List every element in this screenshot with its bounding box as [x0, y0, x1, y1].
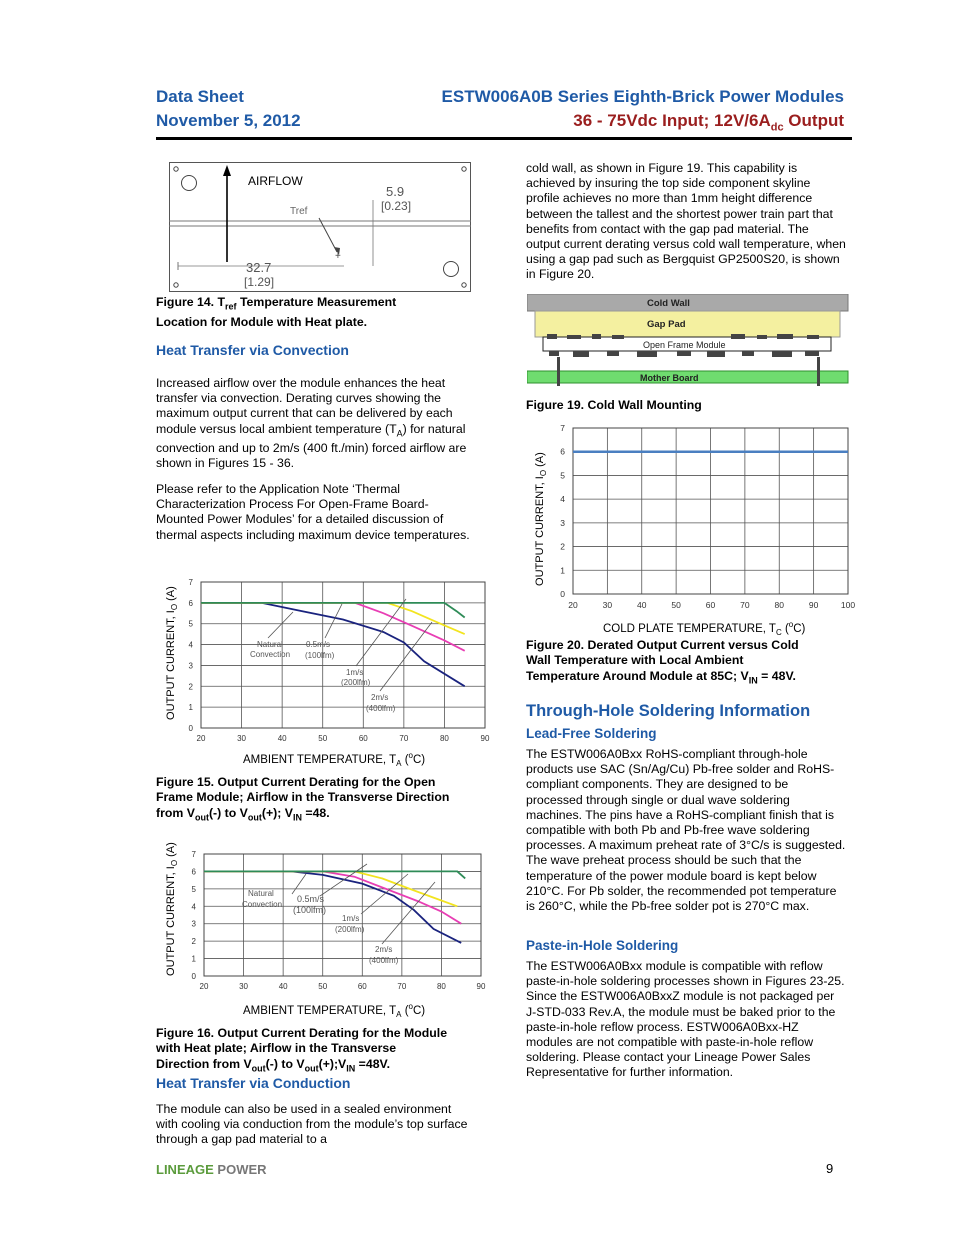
header-product-title: ESTW006A0B Series Eighth-Brick Power Modules — [441, 87, 844, 106]
fig16-xtick: 80 — [436, 982, 446, 991]
fig20-xtick: 30 — [602, 600, 613, 610]
fig20-caption: Figure 20. Derated Output Current versus Cold Wall Temperature with Local Ambient Temperature Around Module at 85C; $V_{IN} = 48V$. — [526, 638, 799, 686]
fig20-ytick: 3 — [560, 517, 565, 528]
fig15-xtick: 80 — [439, 734, 449, 743]
subheading-paste-in-hole: Paste-in-Hole Soldering — [526, 938, 679, 953]
fig15-xlabel: AMBIENT TEMPERATURE, $T_A$ ($^o$C) — [243, 751, 426, 769]
fig16-xtick: 90 — [476, 982, 486, 991]
fig16-ytick: 4 — [191, 902, 196, 912]
page-number: 9 — [826, 1161, 834, 1176]
fig19-gap-pad-label: Gap Pad — [647, 319, 686, 330]
fig20-ytick: 7 — [560, 423, 565, 433]
fig15-ann-1-2: (200lfm) — [341, 678, 371, 687]
coldwall-paragraph: cold wall, as shown in Figure 19. This capability is achieved by insuring the top side component skyline profile achieves no more than 1mm height difference between the tallest and the shortest power train part that benefits from contact with the gap pad material. The output current derating versus cold wall temperature, when using a gap pad such as Bergquist GP2500S20, is shown in Figure 20. — [526, 161, 846, 282]
heading-convection: Heat Transfer via Convection — [156, 342, 349, 358]
fig15-ytick: 6 — [188, 598, 193, 608]
fig15-ytick: 0 — [188, 724, 193, 733]
lead-free-paragraph: The ESTW006A0Bxx RoHS-compliant through-hole products use SAC (Sn/Ag/Cu) Pb-free solder and RoHS-compliant components. They are designed to be processed through single or dual wave soldering machines. The pins have a RoHS-compliant finish that is compatible with both Pb and Pb-free wave soldering processes. A maximum preheat rate of 3°C/s is suggested. The wave preheat process should be such that the temperature of the power module board is kept below 210°C. For Pb solder, the recommended pot temperature is 260°C, while the Pb-free solder pot is 270°C max. — [526, 747, 846, 914]
fig15-ytick: 1 — [188, 703, 193, 713]
fig16-xtick: 30 — [239, 982, 249, 991]
fig19-cold-wall-label: Cold Wall — [647, 298, 690, 309]
fig16-xtick: 20 — [199, 982, 209, 991]
heading-conduction: Heat Transfer via Conduction — [156, 1075, 351, 1091]
fig20-ylabel: OUTPUT CURRENT, $I_O$ (A) — [533, 452, 549, 586]
fig14-dim-129: [1.29] — [244, 275, 275, 289]
fig20-xtick: 40 — [637, 600, 647, 610]
fig16-series-0-5m-s-100lfm- — [204, 871, 461, 923]
fig16-ann-1-1: 1m/s — [342, 914, 360, 923]
fig19-mother-board-label: Mother Board — [640, 373, 699, 383]
paste-in-hole-paragraph: The ESTW006A0Bxx module is compatible with reflow paste-in-hole soldering processes shown in Figures 23-25. Since the ESTW006A0BxxZ module is not packaged per J-STD-033 Rev.A, the module must be baked prior to the paste-in-hole reflow process. ESTW006A0Bxx-HZ modules are not compatible with paste-in-hole reflow soldering. Please contact your Lineage Power Sales Representative for further information. — [526, 959, 845, 1080]
header-rule — [156, 137, 852, 140]
fig15-chart — [160, 574, 490, 774]
subheading-lead-free: Lead-Free Soldering — [526, 726, 657, 741]
fig16-ann-05-2: (100lfm) — [293, 905, 327, 915]
fig16-ann-natural-1: Natural — [248, 889, 274, 898]
fig15-xtick: 40 — [277, 734, 287, 743]
fig19-open-frame-label: Open Frame Module — [643, 340, 726, 350]
fig16-ann-natural-2: Convection — [242, 900, 283, 909]
fig14-dim-023: [0.23] — [381, 199, 412, 213]
fig16-caption: Figure 16. Output Current Derating for the Module with Heat plate; Airflow in the Transverse Direction from $V_{out}(-)$ to $V_{out}(+);V_{IN} =48V$. — [156, 1026, 448, 1074]
fig14-caption: Figure 14. $T_{ref}$ Temperature Measurement Location for Module with Heat plate. — [156, 295, 397, 329]
fig15-xtick: 70 — [399, 734, 409, 743]
fig15-series-0-5m-s-100lfm- — [201, 603, 465, 651]
fig15-xtick: 60 — [358, 734, 368, 743]
fig15-series-2m-s-400lfm- — [201, 603, 465, 618]
fig19-diagram — [527, 294, 849, 386]
fig16-ylabel: OUTPUT CURRENT, $I_O$ (A) — [164, 842, 180, 976]
fig15-ylabel: OUTPUT CURRENT, $I_O$ (A) — [164, 586, 180, 720]
fig15-xtick: 20 — [196, 734, 206, 743]
fig16-xlabel: AMBIENT TEMPERATURE, $T_A$ ($^o$C) — [243, 1002, 426, 1020]
fig16-ann-2-1: 2m/s — [375, 945, 393, 954]
fig20-ytick: 0 — [560, 589, 565, 599]
fig16-xtick: 50 — [318, 982, 328, 991]
fig16-ytick: 7 — [191, 850, 196, 859]
fig20-xtick: 60 — [705, 600, 716, 610]
fig15-ytick: 4 — [188, 640, 193, 650]
fig20-ytick: 5 — [560, 470, 565, 481]
fig20-ytick: 2 — [560, 541, 565, 552]
fig14-dim-327: 32.7 — [246, 260, 272, 275]
fig16-ann-2-2: (400lfm) — [369, 956, 399, 965]
fig15-ytick: 3 — [188, 661, 193, 671]
fig15-ytick: 2 — [188, 682, 193, 692]
fig15-ann-05-2: (100lfm) — [305, 651, 335, 660]
fig15-ytick: 7 — [188, 578, 193, 587]
fig16-ytick: 2 — [191, 937, 196, 947]
header-doc-type: Data Sheet — [156, 87, 244, 106]
fig20-xtick: 80 — [774, 600, 784, 610]
fig15-plot-frame — [201, 582, 485, 728]
fig15-ann-2-1: 2m/s — [371, 693, 389, 702]
fig20-xlabel: COLD PLATE TEMPERATURE, $T_C$ ($^o$C) — [603, 620, 806, 638]
fig16-ann-1-2: (200lfm) — [335, 925, 365, 934]
fig15-ann-1-1: 1m/s — [346, 668, 364, 677]
fig20-xtick: 100 — [840, 600, 856, 610]
fig15-xtick: 50 — [318, 734, 328, 743]
fig16-xtick: 70 — [397, 982, 407, 991]
fig16-ytick: 0 — [191, 972, 196, 981]
fig16-ytick: 6 — [191, 867, 196, 877]
fig15-caption: Figure 15. Output Current Derating for the Open Frame Module; Airflow in the Transverse Direction from $V_{out}(-)$ to $V_{out}(+)$; $V_{IN} =48$. — [156, 775, 450, 823]
fig16-ytick: 1 — [191, 954, 196, 964]
fig15-ann-05-1: 0.5m/s — [306, 640, 331, 649]
fig16-xtick: 60 — [357, 982, 367, 991]
fig20-ytick: 4 — [560, 494, 565, 505]
fig15-ann-2-2: (400lfm) — [366, 704, 396, 713]
fig20-xtick: 20 — [568, 600, 578, 610]
fig15-xtick: 90 — [480, 734, 490, 743]
convection-paragraph-1: Increased airflow over the module enhances the heat transfer via convection. Derating curves showing the maximum output current that can be delivered by each module versus local ambient temperature $(T_A)$ for natural convection and up to 2m/s (400 ft./min) forced airflow are shown in Figures 15 - 36. — [156, 376, 467, 471]
fig15-series-1m-s-200lfm- — [201, 603, 465, 634]
fig14-diagram — [169, 162, 471, 292]
fig20-ytick: 6 — [560, 446, 565, 457]
convection-paragraph-2: Please refer to the Application Note ‘Thermal Characterization Process For Open-Frame Board-Mounted Power Modules’ for a detailed discussion of thermal aspects including maximum device temperatures. — [156, 482, 470, 542]
svg-text:+: + — [335, 251, 341, 262]
heading-soldering: Through-Hole Soldering Information — [526, 702, 811, 720]
conduction-paragraph: The module can also be used in a sealed environment with cooling via conduction from the module’s top surface through a gap pad material to a — [156, 1102, 468, 1147]
fig16-ytick: 5 — [191, 884, 196, 894]
fig20-xtick: 90 — [808, 600, 819, 610]
fig16-ytick: 3 — [191, 919, 196, 929]
footer-brand: LINEAGE POWER — [156, 1162, 267, 1177]
fig14-tref-label: Tref — [290, 206, 308, 217]
fig16-chart — [160, 836, 490, 1000]
fig15-ytick: 5 — [188, 619, 193, 629]
header-date: November 5, 2012 — [156, 111, 301, 130]
fig15-ann-natural-2: Convection — [250, 650, 291, 659]
header-product-subtitle: 36 - 75Vdc Input; $12V/6A_{dc}$ Output — [573, 111, 844, 134]
fig20-chart — [556, 420, 856, 618]
fig20-xtick: 50 — [671, 600, 681, 610]
fig16-xtick: 40 — [278, 982, 288, 991]
fig15-xtick: 30 — [237, 734, 247, 743]
fig14-dim-59: 5.9 — [386, 184, 405, 199]
fig19-caption: Figure 19. Cold Wall Mounting — [526, 398, 702, 412]
fig15-ann-natural-1: Natural — [257, 640, 283, 649]
fig20-xtick: 70 — [740, 600, 750, 610]
fig20-ytick: 1 — [560, 565, 565, 576]
fig16-ann-05-1: 0.5m/s — [297, 894, 325, 904]
fig14-airflow-label: AIRFLOW — [248, 174, 303, 188]
